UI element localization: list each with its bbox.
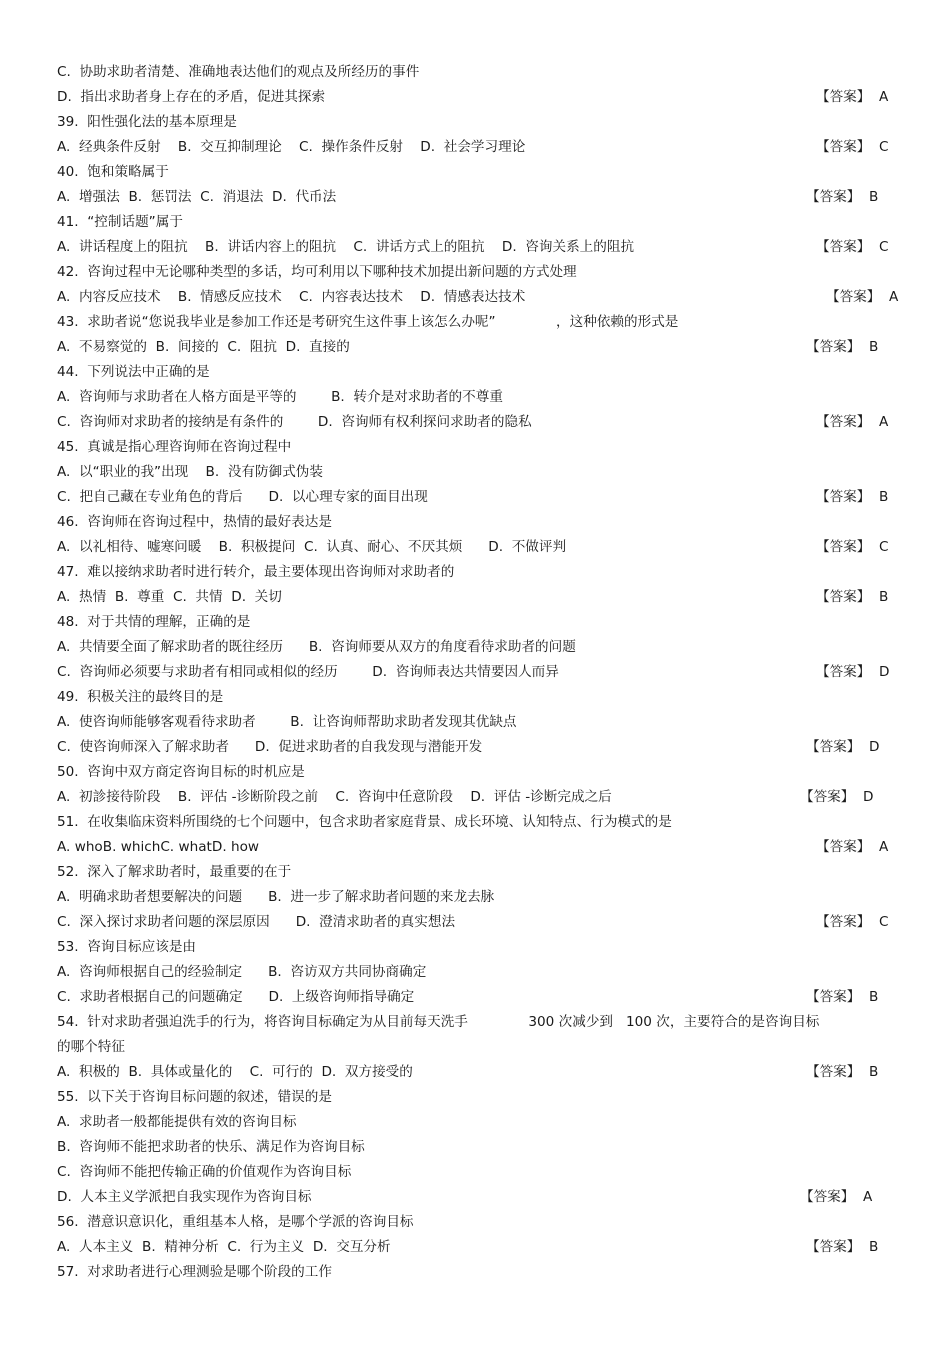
question-line: A. 咨询师根据自己的经验制定 B. 咨访双方共同协商确定: [57, 964, 427, 980]
question-line: A. 讲话程度上的阻抗 B. 讲话内容上的阻抗 C. 讲话方式上的阻抗 D. 咨询关系上的阻抗: [57, 239, 635, 255]
answer-label: 【答案】 B: [806, 989, 879, 1005]
question-line: 44. 下列说法中正确的是: [57, 364, 210, 380]
question-line: 43. 求助者说“您说我毕业是参加工作还是考研究生这件事上该怎么办呢” ，这种依赖的形式是: [57, 314, 679, 330]
question-line: C. 咨询师必须要与求助者有相同或相似的经历 D. 咨询师表达共情要因人而异: [57, 664, 559, 680]
answer-label: 【答案】 B: [806, 1064, 879, 1080]
question-line: 55. 以下关于咨询目标问题的叙述，错误的是: [57, 1089, 332, 1105]
question-line: 48. 对于共情的理解，正确的是: [57, 614, 251, 630]
question-line: A. 咨询师与求助者在人格方面是平等的 B. 转介是对求助者的不尊重: [57, 389, 503, 405]
answer-label: 【答案】 D: [806, 739, 880, 755]
question-line: 39. 阳性强化法的基本原理是: [57, 114, 237, 130]
question-line: 45. 真诚是指心理咨询师在咨询过程中: [57, 439, 292, 455]
answer-label: 【答案】 C: [816, 239, 889, 255]
question-line: D. 指出求助者身上存在的矛盾，促进其探索: [57, 89, 326, 105]
question-line: 49. 积极关注的最终目的是: [57, 689, 224, 705]
question-line: A. 以“职业的我”出现 B. 没有防御式伪装: [57, 464, 323, 480]
question-line: C. 协助求助者清楚、准确地表达他们的观点及所经历的事件: [57, 64, 420, 80]
question-line: A. 不易察觉的 B. 间接的 C. 阻抗 D. 直接的: [57, 339, 350, 355]
question-line: C. 咨询师对求助者的接纳是有条件的 D. 咨询师有权利探问求助者的隐私: [57, 414, 532, 430]
question-line: 50. 咨询中双方商定咨询目标的时机应是: [57, 764, 305, 780]
answer-label: 【答案】 C: [816, 539, 889, 555]
question-line: A. 热情 B. 尊重 C. 共情 D. 关切: [57, 589, 282, 605]
question-line: 的哪个特征: [57, 1039, 125, 1055]
question-line: A. 初診接待阶段 B. 评估 -诊断阶段之前 C. 咨询中任意阶段 D. 评估 -诊断完成之后: [57, 789, 612, 805]
question-line: 46. 咨询师在咨询过程中，热情的最好表达是: [57, 514, 332, 530]
question-line: A. 求助者一般都能提供有效的咨询目标: [57, 1114, 297, 1130]
question-line: 52. 深入了解求助者时，最重要的在于: [57, 864, 292, 880]
question-line: C. 深入探讨求助者问题的深层原因 D. 澄清求助者的真实想法: [57, 914, 456, 930]
question-line: B. 咨询师不能把求助者的快乐、满足作为咨询目标: [57, 1139, 365, 1155]
answer-label: 【答案】 D: [800, 789, 874, 805]
question-line: D. 人本主义学派把自我实现作为咨询目标: [57, 1189, 312, 1205]
question-line: 51. 在收集临床资料所围绕的七个问题中，包含求助者家庭背景、成长环境、认知特点、行为模式的是: [57, 814, 672, 830]
answer-label: 【答案】 C: [816, 914, 889, 930]
question-line: 41. “控制话题”属于: [57, 214, 183, 230]
answer-label: 【答案】 B: [806, 189, 879, 205]
question-line: A. whoB. whichC. whatD. how: [57, 839, 260, 855]
question-line: C. 使咨询师深入了解求助者 D. 促进求助者的自我发现与潜能开发: [57, 739, 483, 755]
question-line: C. 把自己藏在专业角色的背后 D. 以心理专家的面目出现: [57, 489, 428, 505]
answer-label: 【答案】 A: [800, 1189, 873, 1205]
answer-label: 【答案】 A: [826, 289, 899, 305]
question-line: A. 增强法 B. 惩罚法 C. 消退法 D. 代币法: [57, 189, 337, 205]
question-line: 42. 咨询过程中无论哪种类型的多话，均可利用以下哪种技术加提出新问题的方式处理: [57, 264, 577, 280]
answer-label: 【答案】 A: [816, 414, 889, 430]
answer-label: 【答案】 A: [816, 89, 889, 105]
question-line: 47. 难以接纳求助者时进行转介，最主要体现出咨询师对求助者的: [57, 564, 455, 580]
question-line: 56. 潜意识意识化，重组基本人格，是哪个学派的咨询目标: [57, 1214, 414, 1230]
question-line: C. 求助者根据自己的问题确定 D. 上级咨询师指导确定: [57, 989, 415, 1005]
answer-label: 【答案】 D: [816, 664, 890, 680]
answer-label: 【答案】 A: [816, 839, 889, 855]
question-line: C. 咨询师不能把传输正确的价值观作为咨询目标: [57, 1164, 352, 1180]
answer-label: 【答案】 B: [806, 339, 879, 355]
question-line: 53. 咨询目标应该是由: [57, 939, 197, 955]
question-line: A. 明确求助者想要解决的问题 B. 进一步了解求助者问题的来龙去脉: [57, 889, 495, 905]
answer-label: 【答案】 B: [816, 589, 889, 605]
question-line: A. 人本主义 B. 精神分析 C. 行为主义 D. 交互分析: [57, 1239, 391, 1255]
question-line: A. 使咨询师能够客观看待求助者 B. 让咨询师帮助求助者发现其优缺点: [57, 714, 517, 730]
answer-label: 【答案】 B: [816, 489, 889, 505]
question-line: 54. 针对求助者强迫洗手的行为，将咨询目标确定为从目前每天洗手 300 次减少到 100 次，主要符合的是咨询目标: [57, 1014, 820, 1030]
answer-label: 【答案】 C: [816, 139, 889, 155]
question-line: A. 积极的 B. 具体或量化的 C. 可行的 D. 双方接受的: [57, 1064, 413, 1080]
question-line: 57. 对求助者进行心理测验是哪个阶段的工作: [57, 1264, 332, 1280]
answer-label: 【答案】 B: [806, 1239, 879, 1255]
question-line: A. 经典条件反射 B. 交互抑制理论 C. 操作条件反射 D. 社会学习理论: [57, 139, 526, 155]
question-line: A. 共情要全面了解求助者的既往经历 B. 咨询师要从双方的角度看待求助者的问题: [57, 639, 576, 655]
question-line: A. 内容反应技术 B. 情感反应技术 C. 内容表达技术 D. 情感表达技术: [57, 289, 526, 305]
question-line: A. 以礼相待、嘘寒问暖 B. 积极提问 C. 认真、耐心、不厌其烦 D. 不做评判: [57, 539, 567, 555]
question-line: 40. 饱和策略属于: [57, 164, 169, 180]
